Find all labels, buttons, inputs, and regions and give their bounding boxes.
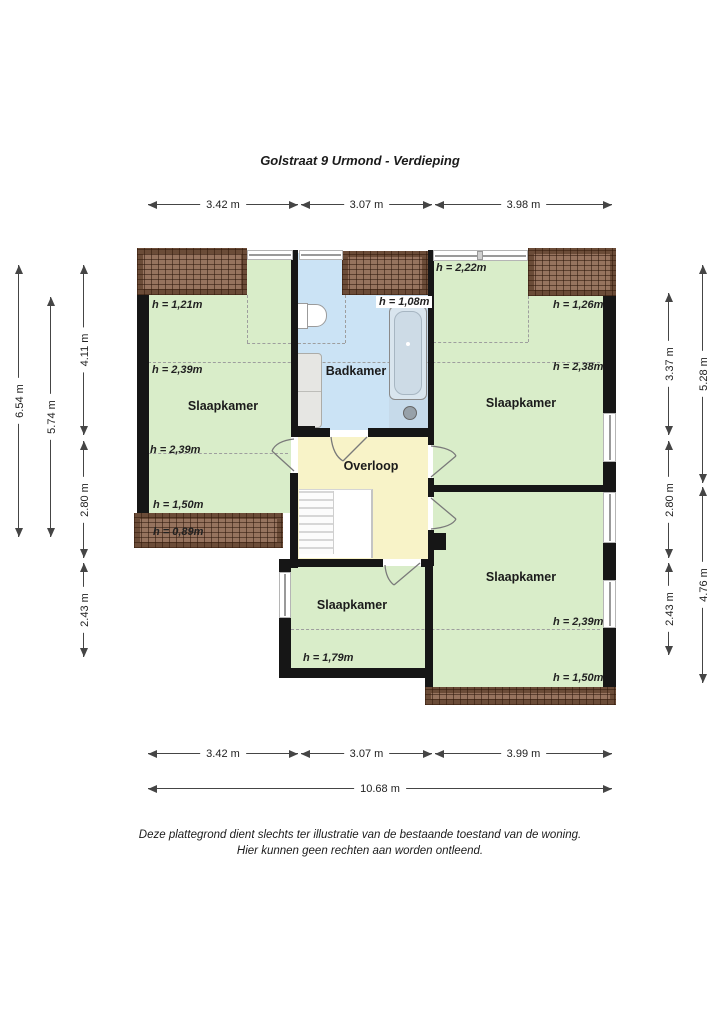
dimension-left-1 [14,265,26,537]
dimension-top-3 [435,199,612,211]
dimension-value: 3.37 m [664,341,676,387]
window [247,250,293,260]
wall [603,291,616,413]
wall [290,473,298,568]
roof-hatch-top-right [528,248,616,296]
window [299,250,343,260]
dimension-right-5 [698,487,710,683]
dimension-value: 4.76 m [698,562,710,608]
knee-wall-dashed-line [247,343,291,344]
roof-hatch-bathroom [342,251,428,295]
wall [288,559,383,567]
bathtub-drain [406,342,410,346]
dimension-value: 3.99 m [501,748,547,760]
dimension-bottom-total [148,783,612,795]
wall [433,533,446,550]
room-label-bathroom: Badkamer [325,364,387,378]
wall [279,668,433,678]
knee-wall-dashed-line [143,362,600,363]
wall [433,485,610,492]
height-label: h = 2,39m [553,616,604,628]
disclaimer-line-2: Hier kunnen geen rechten aan worden ontleend. [236,845,484,857]
knee-wall-dashed-line [298,343,345,344]
dimension-right-3 [664,441,676,558]
window [603,413,616,462]
dimension-value: 2.80 m [79,477,91,523]
page-title: Golstraat 9 Urmond - Verdieping [260,153,460,168]
dimension-value: 10.68 m [354,783,406,795]
dimension-top-2 [301,199,432,211]
dimension-value: 3.42 m [200,199,246,211]
wall [428,250,434,445]
knee-wall-dashed-line [291,629,600,630]
window [279,572,291,618]
dimension-value: 3.42 m [200,748,246,760]
roof-hatch-top-left [137,248,247,295]
dimension-left-4 [79,441,91,558]
room-label-bedroom-bottom-right: Slaapkamer [485,570,557,584]
bathtub-inner [394,311,422,395]
dimension-left-2 [46,297,58,537]
height-label: h = 2,39m [150,444,201,456]
toilet-bowl [307,304,327,327]
dimension-value: 3.98 m [501,199,547,211]
window [603,492,616,543]
dimension-value: 6.54 m [14,378,26,424]
dimension-value: 3.07 m [344,748,390,760]
wall [291,250,298,437]
dimension-top-1 [148,199,298,211]
dimension-right-4 [664,563,676,655]
knee-wall-dashed-line [528,296,529,342]
room-label-bedroom-top-left: Slaapkamer [187,399,259,413]
wall [603,628,616,690]
window [603,580,616,628]
dimension-left-5 [79,563,91,657]
dimension-right-2 [698,265,710,483]
roof-hatch-bottom-right [425,687,616,705]
vanity-divider [298,391,321,392]
stair-treads [299,491,334,554]
dimension-value: 3.07 m [344,199,390,211]
window-divider [477,251,483,260]
dimension-value: 4.11 m [79,328,91,373]
knee-wall-dashed-line [247,295,248,343]
height-label: h = 0,89m [153,526,204,538]
dimension-bottom-2 [301,748,432,760]
room-label-bedroom-top-right: Slaapkamer [485,396,557,410]
height-label: h = 1,21m [152,299,203,311]
dimension-value: 5.28 m [698,351,710,397]
knee-wall-dashed-line [433,342,528,343]
room-bedroom-bottom-right [433,492,603,687]
height-label: h = 2,38m [553,361,604,373]
knee-wall-dashed-line [345,295,346,343]
dimension-value: 2.80 m [664,477,676,523]
height-label: h = 1,26m [553,299,604,311]
room-label-bedroom-bottom-left: Slaapkamer [316,598,388,612]
wall [425,563,433,687]
staircase [299,489,373,558]
wall [603,462,616,492]
height-label: h = 1,08m [376,296,432,308]
washbasin-vanity [297,353,322,428]
dimension-right-1 [664,293,676,435]
dimension-left-3 [79,265,91,435]
dimension-value: 2.43 m [664,586,676,632]
height-label: h = 2,39m [152,364,203,376]
room-label-landing: Overloop [343,459,399,473]
disclaimer-line-1: Deze plattegrond dient slechts ter illustratie van de bestaande toestand van de woning. [138,829,582,841]
dimension-value: 2.43 m [79,587,91,633]
bathtub [389,306,427,400]
dimension-bottom-1 [148,748,298,760]
wall [293,428,330,437]
dimension-value: 5.74 m [46,394,58,440]
disclaimer [0,827,720,859]
dimension-bottom-3 [435,748,612,760]
height-label: h = 1,79m [303,652,354,664]
wall [279,559,291,572]
wall [368,428,428,437]
height-label: h = 2,22m [436,262,487,274]
height-label: h = 1,50m [153,499,204,511]
wall [137,291,149,513]
shower-drain [403,406,417,420]
height-label: h = 1,50m [553,672,604,684]
wall [603,543,616,580]
